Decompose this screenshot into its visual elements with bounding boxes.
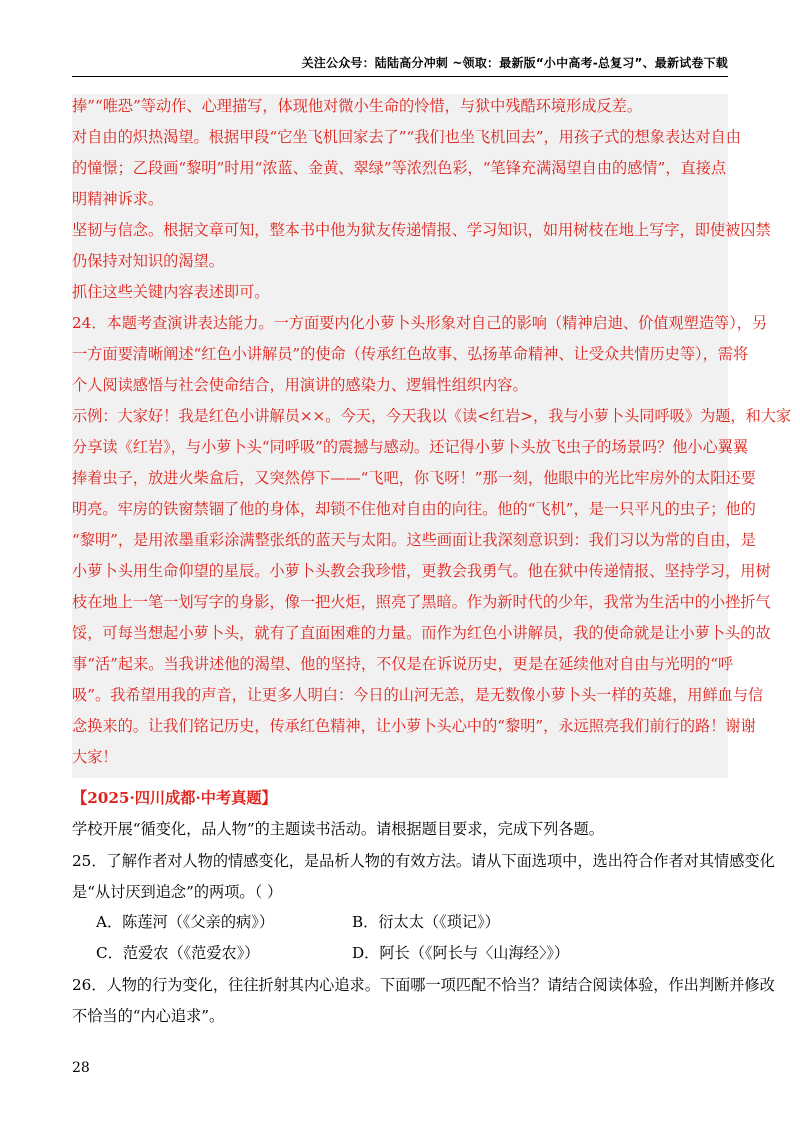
page-header: 关注公众号：陆陆高分冲刺 ~领取：最新版“小中高考-总复习”、最新试卷下载 — [301, 56, 728, 70]
answer-line: 事“活”起来。当我讲述他的渴望、他的坚持，不仅是在诉说历史，更是在延续他对自由与光明的“呼 — [72, 655, 734, 673]
answer-line: 分享读《红岩》，与小萝卜头“同呼吸”的震撼与感动。还记得小萝卜头放飞虫子的场景吗？他小心翼翼 — [72, 438, 749, 456]
answer-line: 个人阅读感悟与社会使命结合，用演讲的感染力、逻辑性组织内容。 — [72, 376, 528, 394]
header-divider — [72, 76, 728, 77]
answer-line: 明精神诉求。 — [72, 190, 164, 208]
option-key: C． — [96, 944, 123, 962]
answer-block-background — [72, 94, 728, 778]
question-25-line-1: 25．了解作者对人物的情感变化，是品析人物的有效方法。请从下面选项中，选出符合作者对其情感变化 — [72, 852, 775, 870]
answer-line: 仍保持对知识的渴望。 — [72, 252, 224, 270]
answer-line: 坚韧与信念。根据文章可知，整本书中他为狱友传递情报、学习知识，如用树枝在地上写字，即使被囚禁 — [72, 221, 771, 239]
option-text: 衍太太（《琐记》） — [378, 913, 500, 931]
answer-line: 一方面要清晰阐述“红色小讲解员”的使命（传承红色故事、弘扬革命精神、让受众共情历史等），需将 — [72, 345, 749, 363]
option-b — [352, 912, 500, 932]
section-intro: 学校开展“循变化，品人物”的主题读书活动。请根据题目要求，完成下列各题。 — [72, 820, 604, 838]
answer-line: 抓住这些关键内容表述即可。 — [72, 283, 270, 301]
question-26-line-2: 不恰当的“内心追求”。 — [72, 1007, 225, 1025]
answer-line: 大家！ — [72, 748, 118, 766]
option-text: 阿长（《阿长与〈山海经〉》） — [379, 944, 570, 962]
answer-line: 捧”“唯恐”等动作、心理描写，体现他对微小生命的怜惜，与狱中残酷环境形成反差。 — [72, 97, 643, 115]
answer-line: 的憧憬；乙段画“黎明”时用“浓蓝、金黄、翠绿”等浓烈色彩，“笔锋充满渴望自由的感情”，直接点 — [72, 159, 727, 177]
option-text: 范爱农（《范爱农》） — [122, 944, 260, 962]
option-d — [352, 943, 569, 963]
answer-line: 吸”。我希望用我的声音，让更多人明白：今日的山河无恙，是无数像小萝卜头一样的英雄，用鲜血与信 — [72, 686, 764, 704]
answer-line: 捧着虫子，放进火柴盒后，又突然停下——“飞吧，你飞呀！”那一刻，他眼中的光比牢房外的太阳还要 — [72, 469, 756, 487]
answer-line: 馁，可每当想起小萝卜头，就有了直面困难的力量。而作为红色小讲解员，我的使命就是让小萝卜头的故 — [72, 624, 771, 642]
answer-line: 小萝卜头用生命仰望的星辰。小萝卜头教会我珍惜，更教会我勇气。他在狱中传递情报、坚持学习，用树 — [72, 562, 771, 580]
option-key: D． — [352, 944, 380, 962]
answer-line: 念换来的。让我们铭记历史，传承红色精神，让小萝卜头心中的“黎明”，永远照亮我们前行的路！谢谢 — [72, 717, 756, 735]
question-25-line-2: 是“从讨厌到追念”的两项。（ ） — [72, 883, 283, 901]
answer-line: 示例：大家好！我是红色小讲解员××。今天，今天我以《读<红岩>，我与小萝卜头同呼吸》为题，和大家 — [72, 407, 792, 425]
source-tag: 【2025·四川成都·中考真题】 — [72, 789, 277, 807]
page-number: 28 — [72, 1060, 90, 1076]
answer-line: 24．本题考查演讲表达能力。一方面要内化小萝卜头形象对自己的影响（精神启迪、价值观塑造等），另 — [72, 314, 768, 332]
option-a — [96, 912, 274, 932]
option-key: A． — [96, 913, 123, 931]
answer-line: 明亮。牢房的铁窗禁锢了他的身体，却锁不住他对自由的向往。他的“飞机”，是一只平凡的虫子；他的 — [72, 500, 756, 518]
answer-line: 枝在地上一笔一划写字的身影，像一把火炬，照亮了黑暗。作为新时代的少年，我常为生活中的小挫折气 — [72, 593, 771, 611]
question-26-line-1: 26．人物的行为变化，往往折射其内心追求。下面哪一项匹配不恰当？请结合阅读体验，作出判断并修改 — [72, 976, 775, 994]
option-key: B． — [352, 913, 379, 931]
answer-line: 对自由的炽热渴望。根据甲段“它坐飞机回家去了”“我们也坐飞机回去”，用孩子式的想象表达对自由 — [72, 128, 741, 146]
answer-line: “黎明”，是用浓墨重彩涂满整张纸的蓝天与太阳。这些画面让我深刻意识到：我们习以为常的自由，是 — [72, 531, 756, 549]
option-text: 陈莲河（《父亲的病》） — [122, 913, 275, 931]
option-c — [96, 943, 260, 963]
